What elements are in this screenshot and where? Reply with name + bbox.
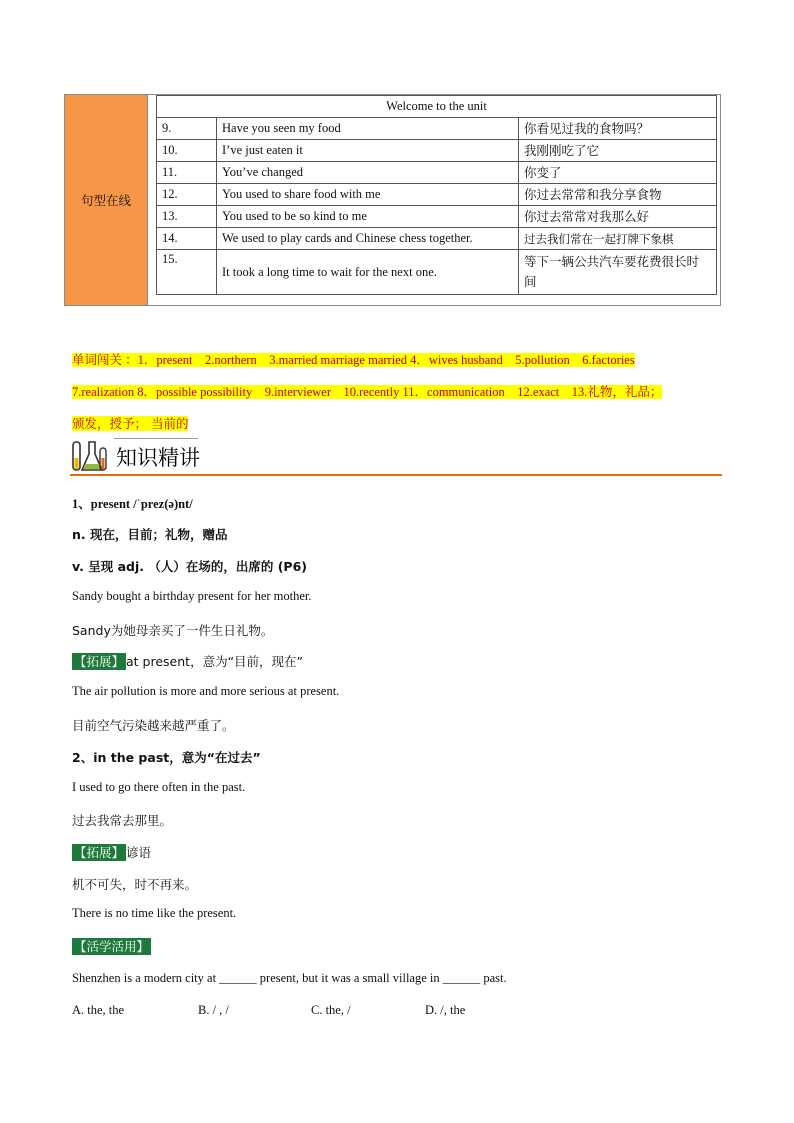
row-number: 14. <box>157 228 217 250</box>
row-english: You’ve changed <box>217 162 519 184</box>
lab-flask-icon <box>70 438 110 474</box>
practice-tag: 【活学活用】 <box>74 939 150 954</box>
row-english: We used to play cards and Chinese chess together. <box>217 228 519 250</box>
example-1-en: Sandy bought a birthday present for her mother. <box>72 589 312 603</box>
expand-text: at present，意为“目前，现在” <box>126 654 304 669</box>
row-chinese: 等下一辆公共汽车要花费很长时间 <box>519 250 717 295</box>
row-chinese: 我刚刚吃了它 <box>519 140 717 162</box>
row-chinese: 你看见过我的食物吗？ <box>519 118 717 140</box>
row-english: You used to be so kind to me <box>217 206 519 228</box>
vocab-answers <box>72 344 752 440</box>
row-number: 9. <box>157 118 217 140</box>
option-b: B. / , / <box>198 1003 229 1017</box>
heading-underline <box>70 474 722 476</box>
entry-heading-in-the-past: 2、in the past，意为“在过去” <box>72 750 261 765</box>
table-row <box>157 140 717 162</box>
example-3-cn: 过去我常去那里。 <box>72 813 173 828</box>
expand-text: 谚语 <box>126 845 152 860</box>
table-header-row <box>157 96 717 118</box>
row-chinese: 过去我们常在一起打牌下象棋 <box>519 228 717 250</box>
entry-heading-present: 1、present /ˈprez(ə)nt/ <box>72 497 193 511</box>
row-number: 13. <box>157 206 217 228</box>
row-number: 10. <box>157 140 217 162</box>
vocab-line-3: 颁发，授予； 当前的 <box>72 416 189 431</box>
example-2-cn: 目前空气污染越来越严重了。 <box>72 718 235 733</box>
table-row <box>157 184 717 206</box>
expand-note-1 <box>72 652 303 670</box>
section-title: 知识精讲 <box>116 446 200 470</box>
verb-adj-meaning: v. 呈现 adj. （人）在场的，出席的 (P6) <box>72 559 307 574</box>
row-chinese: 你变了 <box>519 162 717 184</box>
section-heading <box>70 436 722 476</box>
vocab-line-1: 单词闯关 ：1．present 2.northern 3.married marriage married 4．wives husband 5.pollution 6.factories <box>72 353 635 367</box>
row-chinese: 你过去常常和我分享食物 <box>519 184 717 206</box>
table-row <box>157 162 717 184</box>
example-3-en: I used to go there often in the past. <box>72 780 246 794</box>
row-english: It took a long time to wait for the next one. <box>217 250 519 295</box>
option-c: C. the, / <box>311 1003 351 1017</box>
proverb-cn: 机不可失，时不再来。 <box>72 877 198 892</box>
expand-tag: 【拓展】 <box>74 845 125 860</box>
heading-rule-top <box>114 438 198 439</box>
vocab-line-2: 7.realization 8．possible possibility 9.interviewer 10.recently 11．communication 12.exact 13.礼物，礼品； <box>72 385 663 399</box>
practice-note <box>72 938 151 955</box>
row-english: You used to share food with me <box>217 184 519 206</box>
sentence-pattern-box <box>64 94 721 306</box>
expand-note-2 <box>72 843 151 861</box>
sentence-table <box>156 95 717 295</box>
noun-meaning: n. 现在，目前；礼物，赠品 <box>72 527 228 542</box>
table-row <box>157 206 717 228</box>
row-number: 12. <box>157 184 217 206</box>
row-english: I’ve just eaten it <box>217 140 519 162</box>
row-number: 11. <box>157 162 217 184</box>
practice-question: Shenzhen is a modern city at ______ present, but it was a small village in ______ past. <box>72 971 507 985</box>
option-d: D. /, the <box>425 1003 466 1017</box>
row-chinese: 你过去常常对我那么好 <box>519 206 717 228</box>
table-row <box>157 250 717 295</box>
example-2-en: The air pollution is more and more serious at present. <box>72 684 340 698</box>
expand-tag: 【拓展】 <box>74 654 125 669</box>
example-1-cn: Sandy为她母亲买了一件生日礼物。 <box>72 623 274 638</box>
side-label: 句型在线 <box>65 95 148 305</box>
row-english: Have you seen my food <box>217 118 519 140</box>
table-row <box>157 228 717 250</box>
option-a: A. the, the <box>72 1003 125 1017</box>
table-header: Welcome to the unit <box>157 96 717 118</box>
table-row <box>157 118 717 140</box>
row-number: 15. <box>157 250 217 295</box>
proverb-en: There is no time like the present. <box>72 906 237 920</box>
